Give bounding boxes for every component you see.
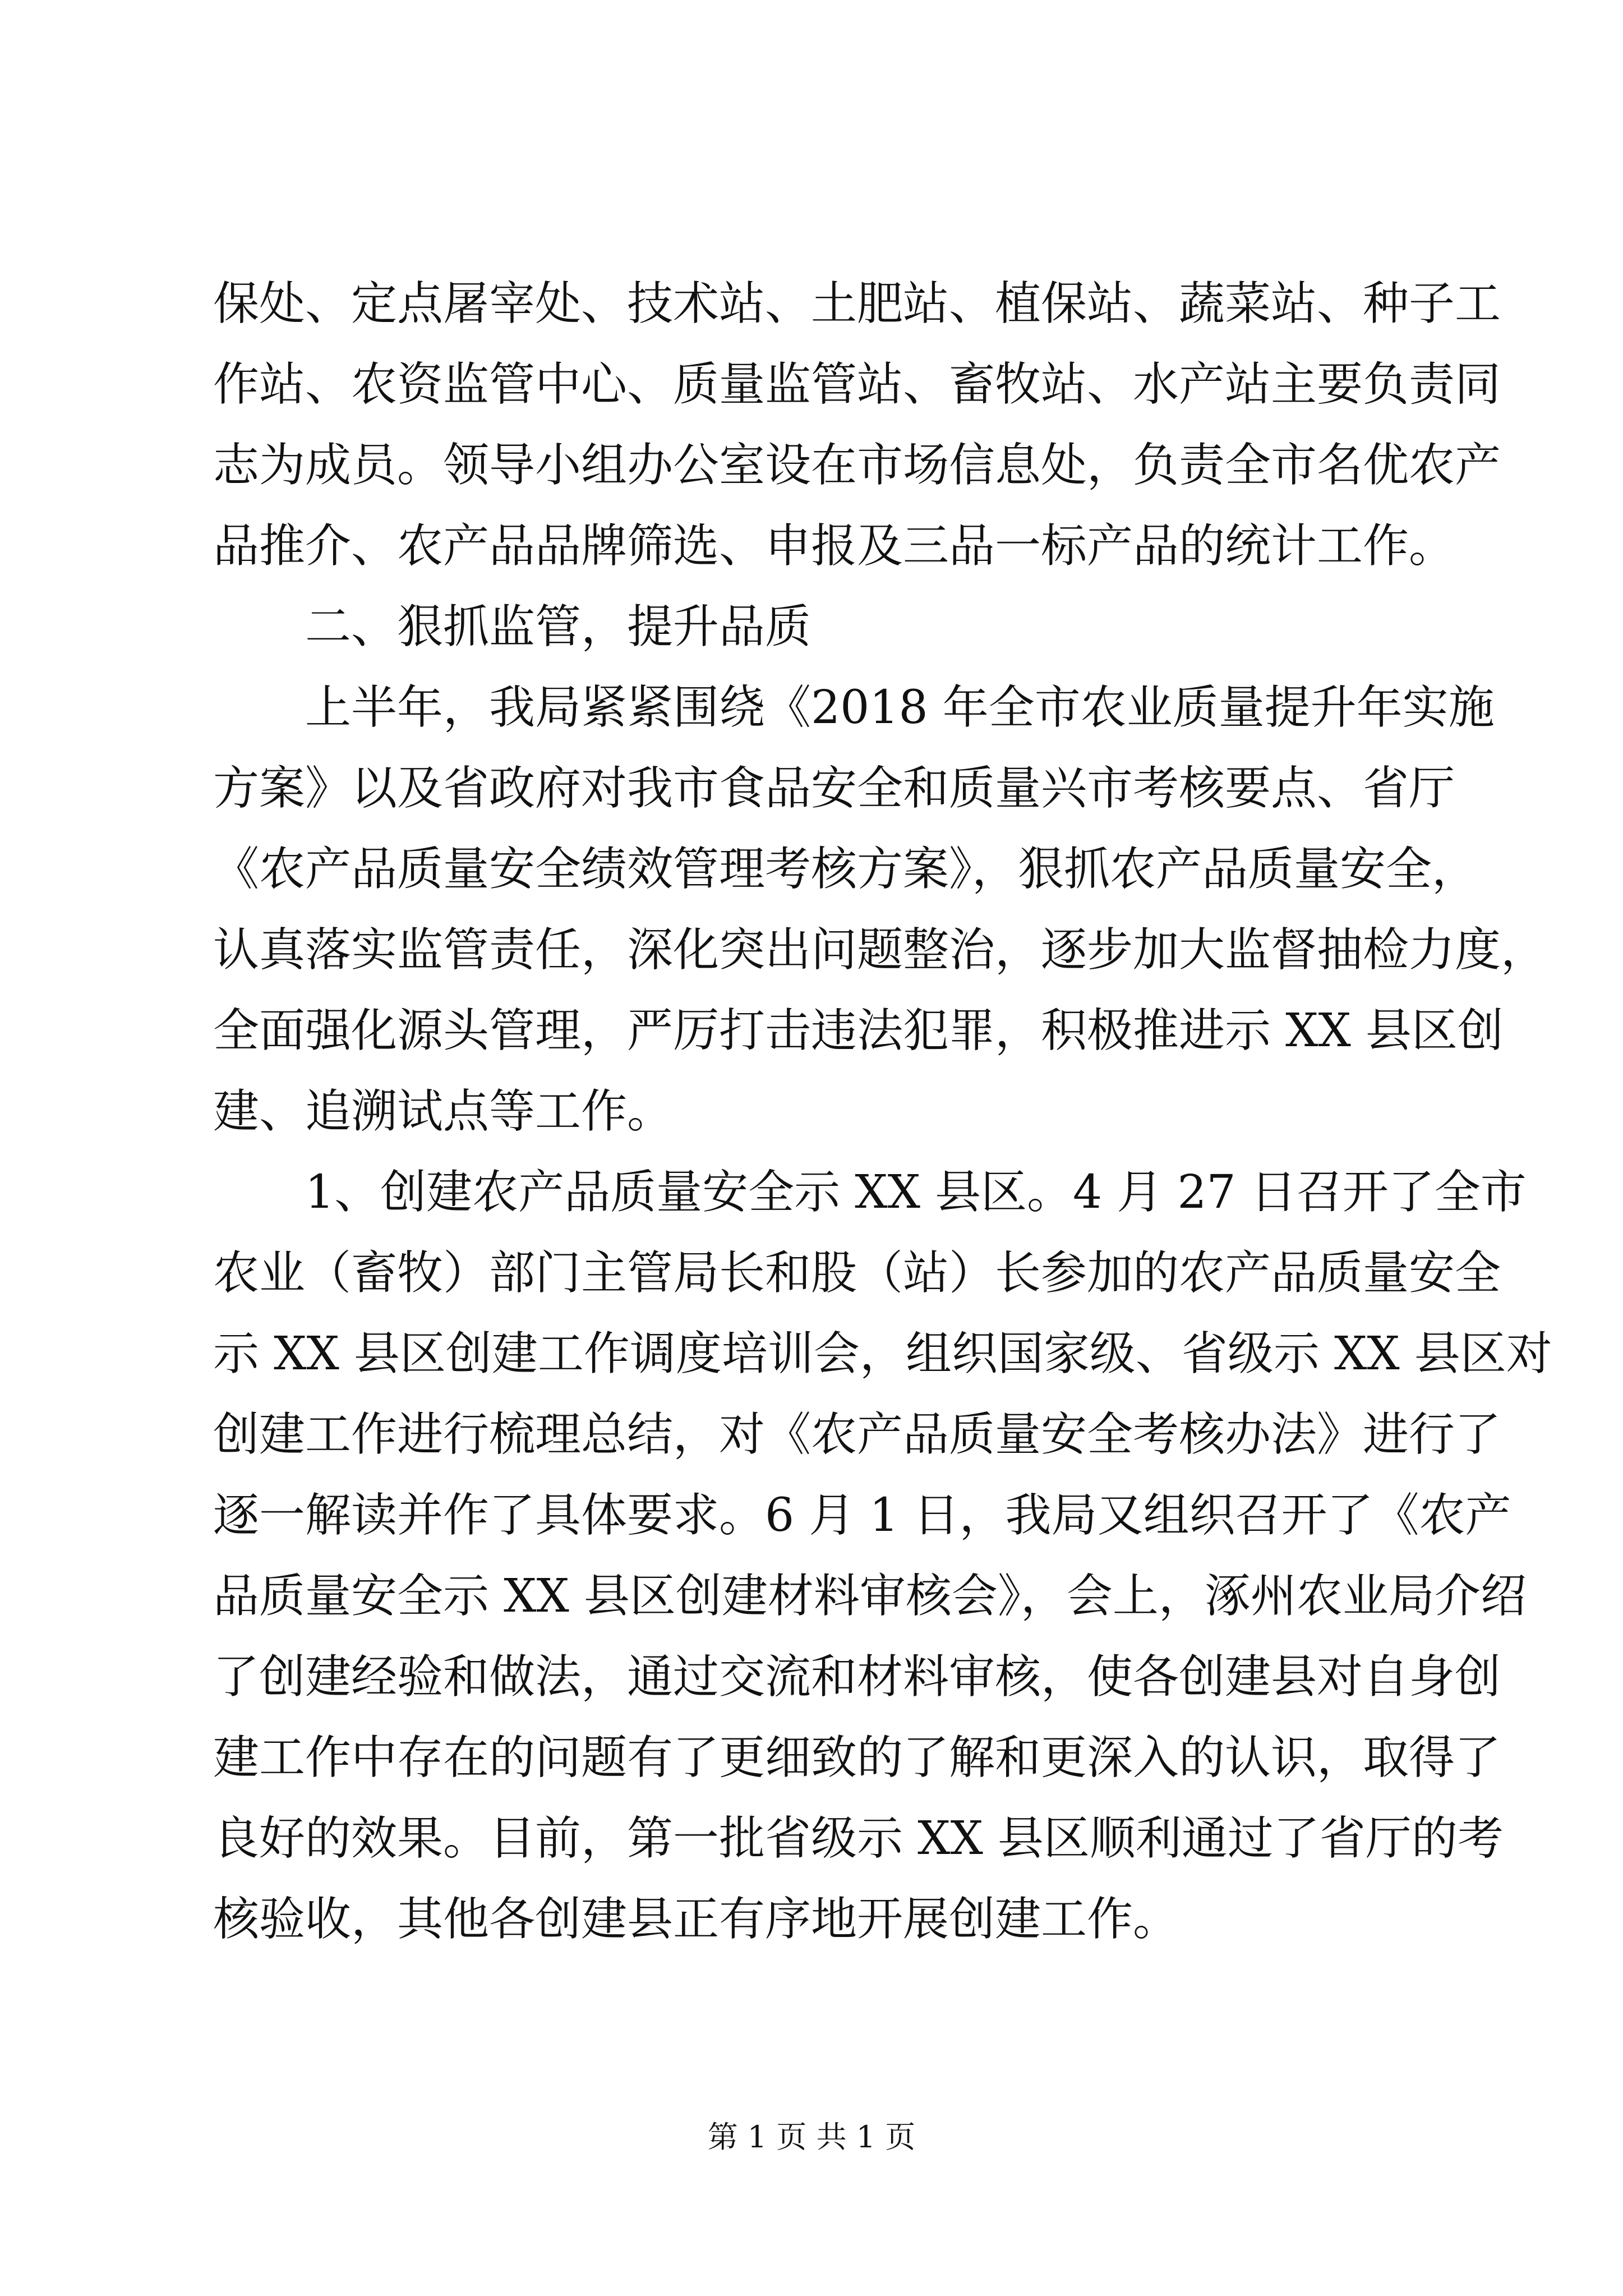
text-line: 示 XX 县区创建工作调度培训会，组织国家级、省级示 XX 县区对 [213,1327,1552,1381]
text-line: 建工作中存在的问题有了更细致的了解和更深入的认识，取得了 [213,1731,1501,1784]
text-line: 全面强化源头管理，严厉打击违法犯罪，积极推进示 XX 县区创 [213,1004,1504,1057]
text-line: 方案》以及省政府对我市食品安全和质量兴市考核要点、省厅 [213,762,1455,815]
text-line: 保处、定点屠宰处、技术站、土肥站、植保站、蔬菜站、种子工 [213,277,1501,330]
text-line: 创建工作进行梳理总结，对《农产品质量安全考核办法》进行了 [213,1408,1501,1461]
text-line: 作站、农资监管中心、质量监管站、畜牧站、水产站主要负责同 [213,358,1501,411]
text-line: 《农产品质量安全绩效管理考核方案》，狠抓农产品质量安全， [213,843,1478,896]
text-line: 上半年，我局紧紧围绕《2018 年全市农业质量提升年实施 [305,681,1495,734]
text-line: 农业（畜牧）部门主管局长和股（站）长参加的农产品质量安全 [213,1246,1501,1300]
text-line: 逐一解读并作了具体要求。6 月 1 日，我局又组织召开了《农产 [213,1489,1511,1542]
text-line: 良好的效果。目前，第一批省级示 XX 县区顺利通过了省厅的考 [213,1812,1504,1865]
page-footer [0,2115,1623,2160]
text-line: 品质量安全示 XX 县区创建材料审核会》，会上，涿州农业局介绍 [213,1570,1527,1623]
text-line: 了创建经验和做法，通过交流和材料审核，使各创建县对自身创 [213,1650,1501,1704]
text-line: 品推介、农产品品牌筛选、申报及三品一标产品的统计工作。 [213,519,1455,573]
text-line: 志为成员。领导小组办公室设在市场信息处，负责全市名优农产 [213,439,1501,492]
text-line: 建、追溯试点等工作。 [213,1085,674,1138]
text-line: 1、创建农产品质量安全示 XX 县区。4 月 27 日召开了全市 [305,1166,1527,1219]
page-number-label: 第 1 页 共 1 页 [707,2119,916,2155]
text-line: 核验收，其他各创建县正有序地开展创建工作。 [213,1893,1179,1946]
section-heading: 二、狠抓监管，提升品质 [305,600,811,654]
body-text [213,264,1552,1960]
text-line: 认真落实监管责任，深化突出问题整治，逐步加大监督抽检力度， [213,923,1547,977]
